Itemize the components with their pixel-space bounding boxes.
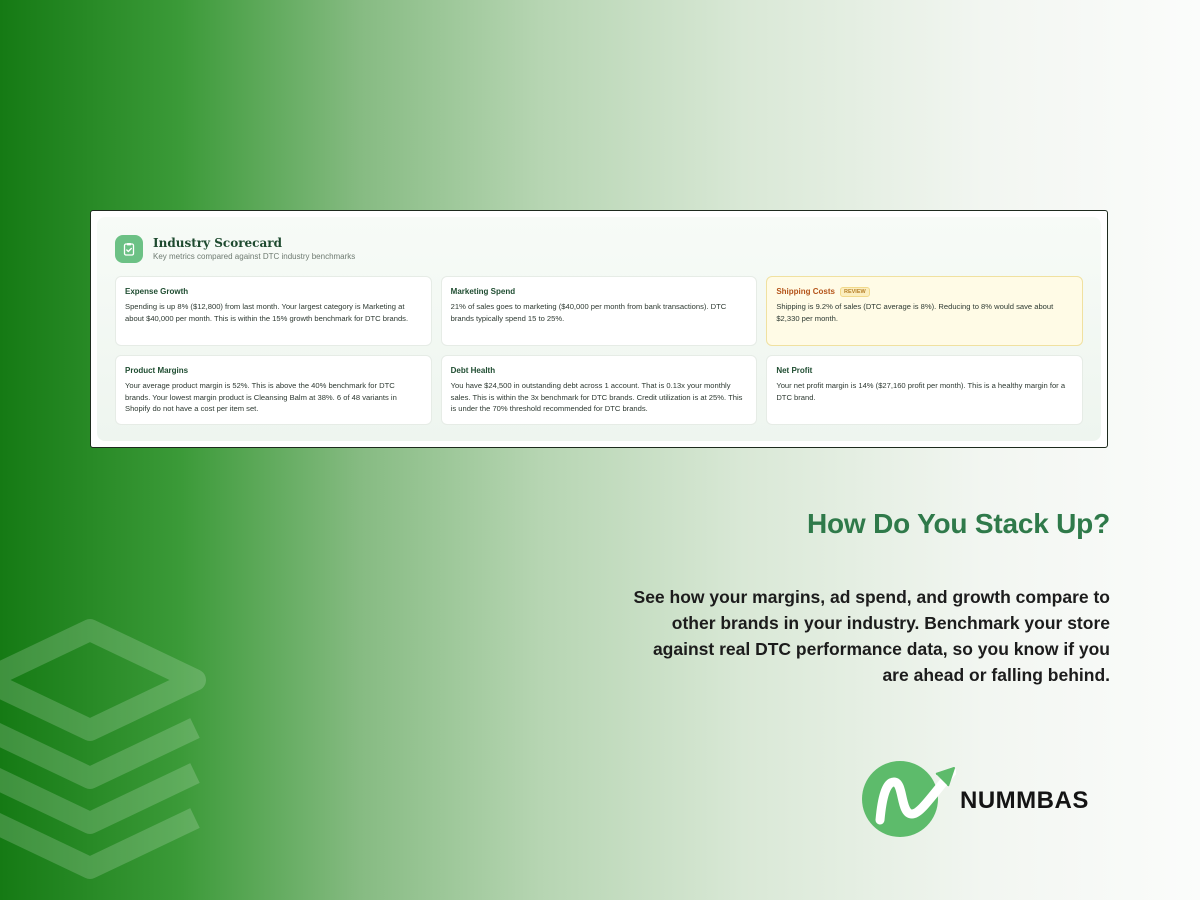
review-badge: REVIEW [840,287,870,297]
brand-wordmark: NUMMBAS [960,787,1089,814]
metric-card-product-margins[interactable] [115,355,432,425]
metric-title: Shipping Costs [776,287,835,296]
metric-title: Debt Health [450,366,496,375]
scorecard-screenshot-frame [90,210,1108,448]
metric-title: Product Margins [125,366,189,375]
metric-description: Your net profit margin is 14% ($27,160 profit per month). This is a healthy margin for a DTC brand. [776,381,1066,402]
page-headline: How Do You Stack Up? [807,508,1110,539]
clipboard-check-icon [115,235,143,263]
metric-title: Marketing Spend [450,287,516,296]
scorecard-title: Industry Scorecard [153,236,282,250]
metrics-grid [115,276,1083,425]
metric-title: Net Profit [776,366,813,375]
scorecard-header [115,231,1083,267]
metric-card-debt-health[interactable] [441,355,758,425]
nummbas-logo-icon [860,758,956,840]
metric-description: You have $24,500 in outstanding debt across 1 account. That is 0.13x your monthly sales. This is within the 3x benchmark for DTC brands. Credit utilization is at 25%. This is under the 70% threshold recommended for DTC brands. [450,381,743,413]
metric-title: Expense Growth [125,287,189,296]
scorecard-subtitle: Key metrics compared against DTC industry benchmarks [153,252,356,261]
industry-scorecard-panel [97,217,1101,441]
metric-description: 21% of sales goes to marketing ($40,000 per month from bank transactions). DTC brands typically spend 15 to 25%. [450,302,727,323]
layers-decoration-icon [0,610,220,900]
metric-card-expense-growth[interactable] [115,276,432,346]
metric-card-shipping-costs[interactable] [766,276,1083,346]
metric-title-row [776,286,1073,298]
brand-logo [860,758,1089,840]
metric-card-net-profit[interactable] [766,355,1083,425]
metric-card-marketing-spend[interactable] [441,276,758,346]
metric-description: Shipping is 9.2% of sales (DTC average is 8%). Reducing to 8% would save about $2,330 per month. [776,302,1054,323]
metric-description: Your average product margin is 52%. This is above the 40% benchmark for DTC brands. Your lowest margin product is Cleansing Balm at 38%. 6 of 48 variants in Shopify do not have a cost per item set. [125,381,397,413]
metric-description: Spending is up 8% ($12,800) from last month. Your largest category is Marketing at about $40,000 per month. This is within the 15% growth benchmark for DTC brands. [125,302,409,323]
page-description: See how your margins, ad spend, and growth compare to other brands in your industry. Benchmark your store against real DTC performance data, so you know if you are ahead or falling behind. [633,587,1110,685]
